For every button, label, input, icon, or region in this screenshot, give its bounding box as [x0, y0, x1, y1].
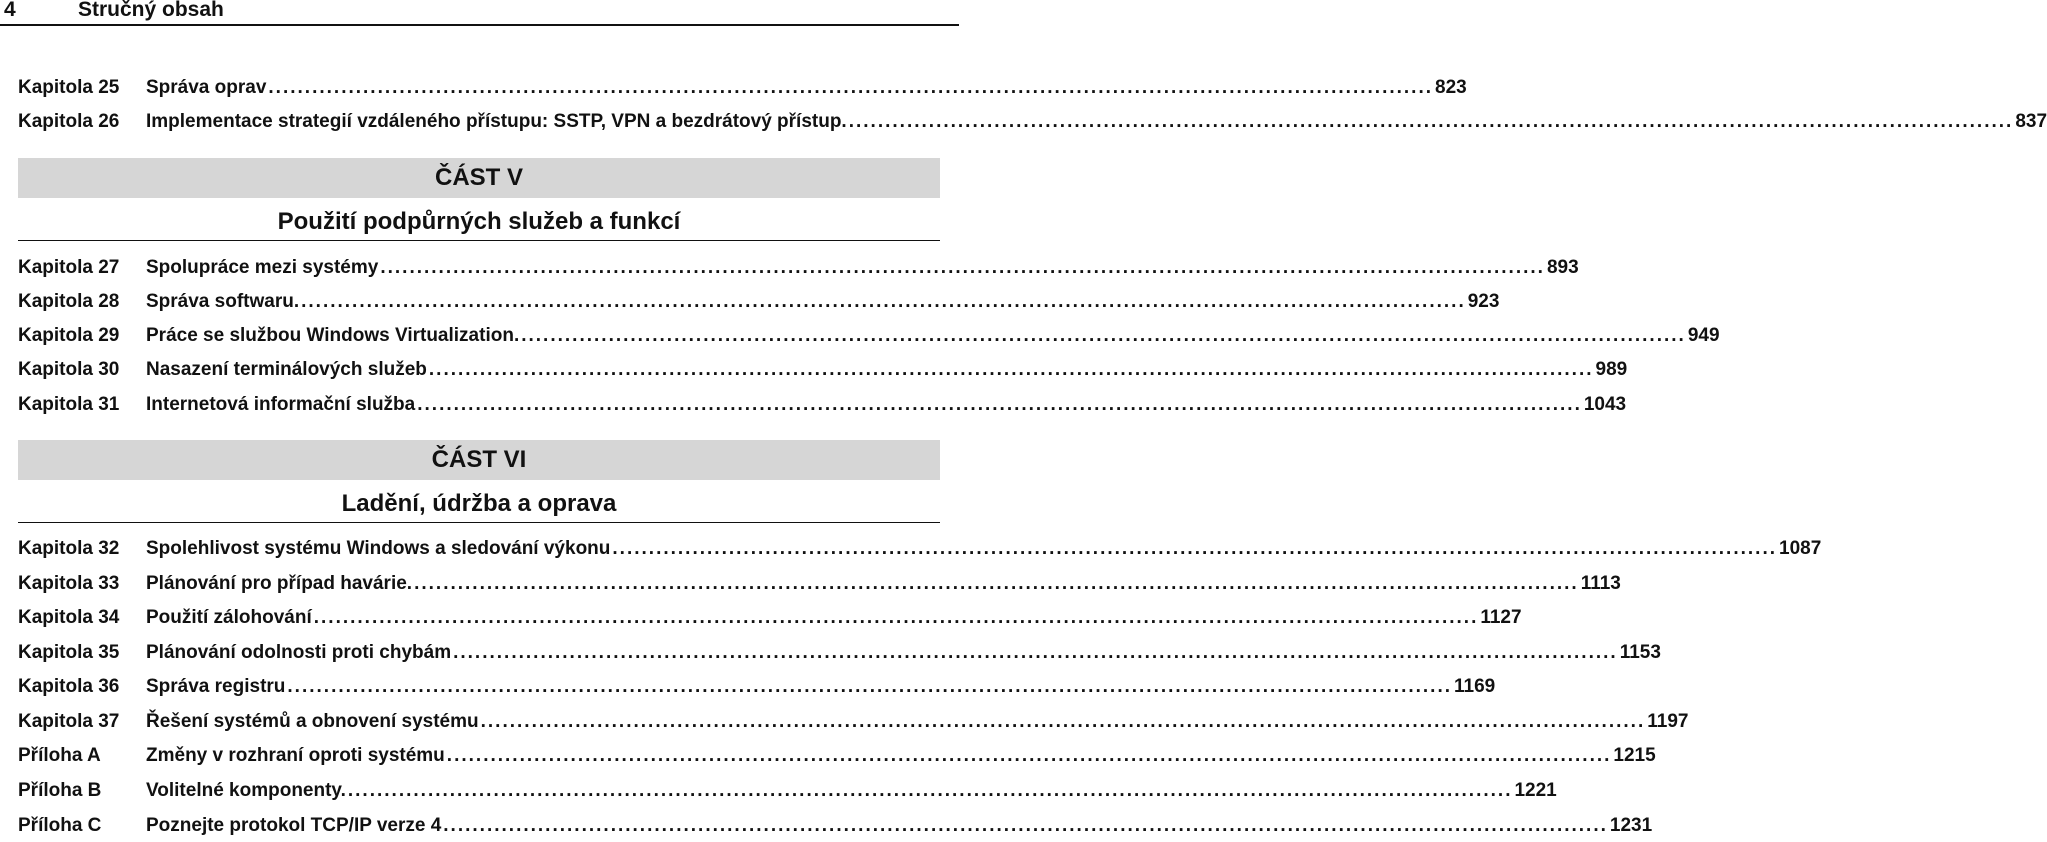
- dot-leader: [481, 711, 1646, 733]
- dot-leader: [348, 780, 1513, 802]
- entry-page: 1197: [1647, 711, 1689, 732]
- dot-leader: [447, 745, 1612, 767]
- entry-page: 1231: [1609, 815, 1653, 836]
- entry-title: Správa oprav: [146, 77, 267, 98]
- running-title: Stručný obsah: [78, 0, 224, 21]
- dot-leader: [414, 573, 1579, 595]
- entry-label: Kapitola 34: [18, 607, 120, 628]
- entry-label: Kapitola 32: [18, 538, 120, 559]
- entry-title: Použití zálohování: [146, 607, 312, 628]
- toc-entry[interactable]: [18, 534, 1822, 564]
- entry-page: 949: [1687, 325, 1720, 346]
- entry-title: Změny v rozhraní oproti systému: [146, 745, 445, 766]
- entry-label: Příloha B: [18, 780, 102, 801]
- dot-leader: [849, 111, 2014, 133]
- part-heading: ČÁST VI: [18, 440, 940, 480]
- entry-title: Internetová informační služba: [146, 394, 416, 415]
- dot-leader: [268, 77, 1433, 99]
- entry-title: Volitelné komponenty.: [146, 780, 346, 801]
- part-subtitle: Použití podpůrných služeb a funkcí: [18, 204, 940, 241]
- toc-entry[interactable]: [18, 672, 1496, 702]
- toc-entry[interactable]: [18, 707, 1689, 737]
- entry-page: 1169: [1454, 676, 1496, 697]
- dot-leader: [287, 676, 1452, 698]
- entry-page: 893: [1546, 257, 1579, 278]
- entry-title: Řešení systémů a obnovení systému: [146, 711, 479, 732]
- toc-entry[interactable]: [18, 253, 1579, 283]
- dot-leader: [612, 538, 1777, 560]
- dot-leader: [417, 394, 1582, 416]
- toc-entry[interactable]: [18, 73, 1467, 103]
- toc-entry[interactable]: [18, 390, 1627, 420]
- toc-entry[interactable]: [18, 776, 1557, 806]
- dot-leader: [521, 325, 1686, 347]
- entry-label: Kapitola 36: [18, 676, 120, 697]
- page-number: 4: [4, 0, 16, 21]
- entry-label: Kapitola 25: [18, 77, 120, 98]
- entry-page: 923: [1467, 291, 1500, 312]
- dot-leader: [443, 815, 1608, 837]
- entry-title: Spolehlivost systému Windows a sledování výkonu: [146, 538, 611, 559]
- entry-page: 1215: [1613, 745, 1656, 766]
- toc-entry[interactable]: [18, 603, 1522, 633]
- toc-entry[interactable]: [18, 355, 1628, 385]
- entry-label: Kapitola 33: [18, 573, 120, 594]
- toc-entry[interactable]: [18, 569, 1621, 599]
- entry-title: Implementace strategií vzdáleného přístupu: SSTP, VPN a bezdrátový přístup.: [146, 111, 847, 132]
- entry-page: 1113: [1580, 573, 1621, 594]
- toc-entry[interactable]: [18, 107, 2047, 137]
- part-heading: ČÁST V: [18, 158, 940, 198]
- dot-leader: [429, 359, 1594, 381]
- entry-page: 1127: [1480, 607, 1522, 628]
- entry-page: 989: [1595, 359, 1628, 380]
- entry-page: 837: [2015, 111, 2047, 132]
- entry-page: 1043: [1583, 394, 1627, 415]
- toc-entry[interactable]: [18, 638, 1661, 668]
- entry-label: Kapitola 35: [18, 642, 120, 663]
- entry-label: Příloha A: [18, 745, 101, 766]
- entry-label: Kapitola 30: [18, 359, 120, 380]
- toc-entry[interactable]: [18, 287, 1500, 317]
- dot-leader: [380, 257, 1545, 279]
- entry-title: Správa registru: [146, 676, 286, 697]
- page-header: [0, 0, 959, 26]
- dot-leader: [314, 607, 1479, 629]
- dot-leader: [453, 642, 1618, 664]
- toc-entry[interactable]: [18, 811, 1653, 841]
- entry-label: Kapitola 31: [18, 394, 120, 415]
- toc-entry[interactable]: [18, 321, 1720, 351]
- toc-entry[interactable]: [18, 741, 1656, 771]
- entry-page: 823: [1435, 77, 1467, 98]
- entry-label: Kapitola 27: [18, 257, 120, 278]
- entry-page: 1087: [1779, 538, 1822, 559]
- entry-title: Poznejte protokol TCP/IP verze 4: [146, 815, 442, 836]
- entry-label: Kapitola 28: [18, 291, 120, 312]
- entry-title: Nasazení terminálových služeb: [146, 359, 427, 380]
- entry-label: Kapitola 26: [18, 111, 120, 132]
- entry-label: Kapitola 29: [18, 325, 120, 346]
- dot-leader: [301, 291, 1466, 313]
- entry-title: Práce se službou Windows Virtualization.: [146, 325, 520, 346]
- entry-title: Plánování pro případ havárie.: [146, 573, 413, 594]
- entry-page: 1153: [1619, 642, 1661, 663]
- part-subtitle: Ladění, údržba a oprava: [18, 486, 940, 523]
- entry-title: Plánování odolnosti proti chybám: [146, 642, 452, 663]
- entry-label: Příloha C: [18, 815, 102, 836]
- entry-page: 1221: [1514, 780, 1557, 801]
- entry-title: Spolupráce mezi systémy: [146, 257, 379, 278]
- entry-title: Správa softwaru.: [146, 291, 300, 312]
- entry-label: Kapitola 37: [18, 711, 120, 732]
